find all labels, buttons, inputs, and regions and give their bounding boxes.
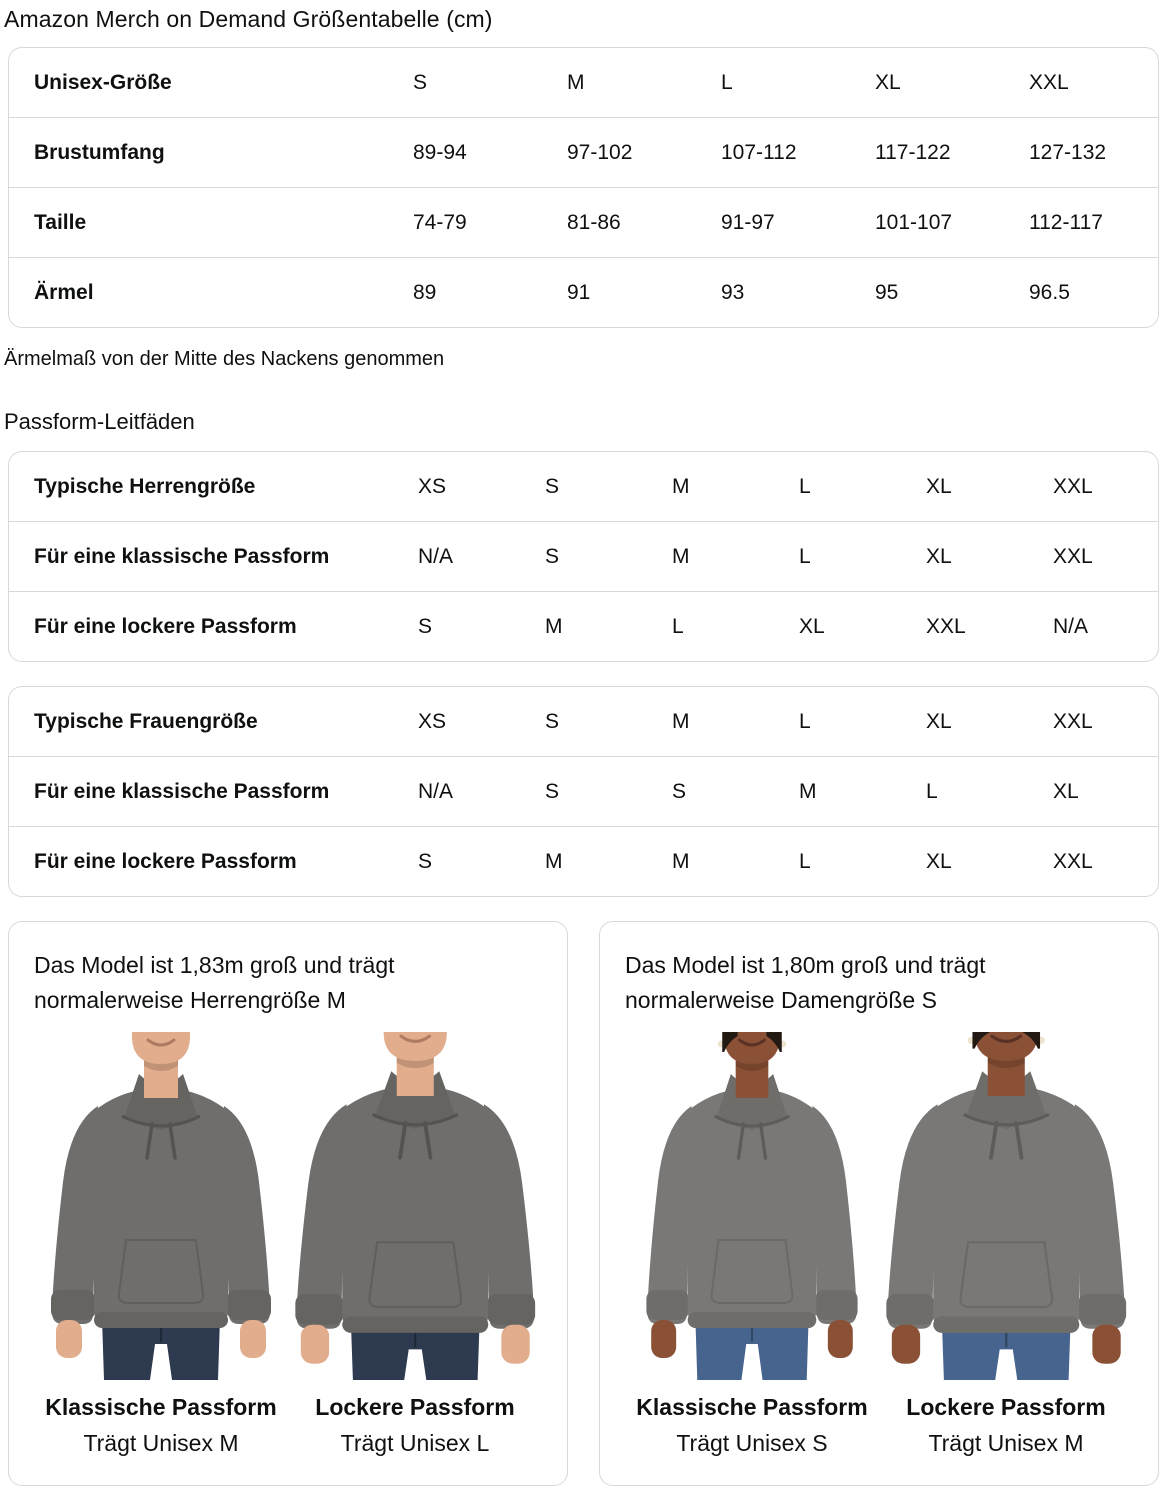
table-row (9, 452, 1158, 521)
size-value: XL (926, 521, 1053, 591)
female-classic-fit-photo (627, 1032, 877, 1380)
size-value: 127-132 (1029, 117, 1158, 187)
size-value: M (567, 70, 585, 94)
wears-label: Trägt Unisex M (928, 1430, 1084, 1456)
model-description: Das Model ist 1,83m groß und trägt normalerweise Herrengröße M (34, 952, 395, 1013)
row-label: Taille (9, 187, 413, 257)
unisex-size-table (8, 47, 1159, 328)
size-value: 117-122 (875, 117, 1029, 187)
size-value: XS (418, 709, 447, 733)
size-value: 81-86 (567, 187, 721, 257)
row-label: Für eine lockere Passform (9, 826, 418, 896)
model-figure-classic (625, 1032, 879, 1457)
size-value: 95 (875, 257, 1029, 327)
female-loose-fit-photo (881, 1032, 1131, 1380)
size-value: XL (1053, 756, 1158, 826)
womens-model-card (599, 921, 1159, 1486)
size-value: L (799, 474, 811, 498)
size-value: XS (418, 474, 447, 498)
row-label: Für eine lockere Passform (9, 591, 418, 661)
size-value: L (926, 756, 1053, 826)
row-label: Für eine klassische Passform (9, 521, 418, 591)
size-value: M (672, 474, 690, 498)
sleeve-measure-note: Ärmelmaß von der Mitte des Nackens genommen (4, 348, 445, 370)
size-value: 107-112 (721, 117, 875, 187)
figure-caption (879, 1394, 1133, 1457)
size-value: M (672, 709, 690, 733)
row-label: Für eine klassische Passform (9, 756, 418, 826)
mens-fit-table (8, 451, 1159, 662)
table-row (9, 187, 1158, 257)
size-value: L (799, 826, 926, 896)
model-cards (8, 921, 1167, 1486)
size-value: N/A (1053, 591, 1158, 661)
size-value: S (545, 756, 672, 826)
size-value: 91-97 (721, 187, 875, 257)
table-row (9, 117, 1158, 187)
size-value: XL (799, 591, 926, 661)
size-value: 91 (567, 257, 721, 327)
size-value: XXL (1053, 709, 1093, 733)
row-label: Ärmel (9, 257, 413, 327)
size-value: XXL (1053, 521, 1158, 591)
table-row (9, 521, 1158, 591)
male-classic-fit-photo (36, 1032, 286, 1380)
table-row (9, 48, 1158, 117)
size-value: N/A (418, 756, 545, 826)
table-row (9, 591, 1158, 661)
fit-label: Lockere Passform (906, 1394, 1106, 1420)
size-value: XXL (1053, 474, 1093, 498)
size-value: M (672, 521, 799, 591)
fit-label: Klassische Passform (45, 1394, 277, 1420)
size-value: M (545, 591, 672, 661)
size-value: S (545, 709, 560, 733)
size-value: S (418, 591, 545, 661)
table-row (9, 756, 1158, 826)
figure-caption (34, 1394, 288, 1457)
row-label: Typische Frauengröße (34, 709, 258, 733)
size-value: XL (875, 70, 901, 94)
size-value: L (799, 709, 811, 733)
size-value: M (672, 826, 799, 896)
table-row (9, 257, 1158, 327)
model-description: Das Model ist 1,80m groß und trägt normalerweise Damengröße S (625, 952, 986, 1013)
size-value: N/A (418, 521, 545, 591)
size-value: XL (926, 709, 952, 733)
row-label: Typische Herrengröße (34, 474, 256, 498)
row-label: Brustumfang (9, 117, 413, 187)
size-value: 74-79 (413, 187, 567, 257)
model-figures (625, 1032, 1133, 1457)
mens-model-card (8, 921, 568, 1486)
womens-fit-table (8, 686, 1159, 897)
size-value: 89-94 (413, 117, 567, 187)
size-value: 97-102 (567, 117, 721, 187)
table-row (9, 687, 1158, 756)
size-value: XXL (926, 591, 1053, 661)
model-figure-loose (879, 1032, 1133, 1457)
fit-guides-heading: Passform-Leitfäden (4, 409, 195, 434)
figure-caption (625, 1394, 879, 1457)
size-value: XXL (1053, 826, 1158, 896)
fit-label: Lockere Passform (315, 1394, 515, 1420)
wears-label: Trägt Unisex S (676, 1430, 828, 1456)
figure-caption (288, 1394, 542, 1457)
table-row (9, 826, 1158, 896)
size-value: M (799, 756, 926, 826)
size-value: S (545, 521, 672, 591)
size-value: L (672, 591, 799, 661)
size-value: L (799, 521, 926, 591)
size-value: S (418, 826, 545, 896)
size-value: 93 (721, 257, 875, 327)
model-figures (34, 1032, 542, 1457)
size-value: XL (926, 826, 1053, 896)
row-label: Unisex-Größe (34, 70, 172, 94)
wears-label: Trägt Unisex M (83, 1430, 239, 1456)
model-figure-loose (288, 1032, 542, 1457)
size-value: L (721, 70, 733, 94)
wears-label: Trägt Unisex L (340, 1430, 490, 1456)
size-value: XL (926, 474, 952, 498)
model-figure-classic (34, 1032, 288, 1457)
size-value: 112-117 (1029, 187, 1158, 257)
fit-label: Klassische Passform (636, 1394, 868, 1420)
size-value: S (545, 474, 560, 498)
size-value: 96.5 (1029, 257, 1158, 327)
size-value: 101-107 (875, 187, 1029, 257)
size-chart-page (0, 6, 1167, 1486)
size-value: S (413, 70, 428, 94)
page-title: Amazon Merch on Demand Größentabelle (cm) (4, 6, 493, 32)
male-loose-fit-photo (290, 1032, 540, 1380)
size-value: M (545, 826, 672, 896)
size-value: XXL (1029, 70, 1069, 94)
size-value: 89 (413, 257, 567, 327)
size-value: S (672, 756, 799, 826)
